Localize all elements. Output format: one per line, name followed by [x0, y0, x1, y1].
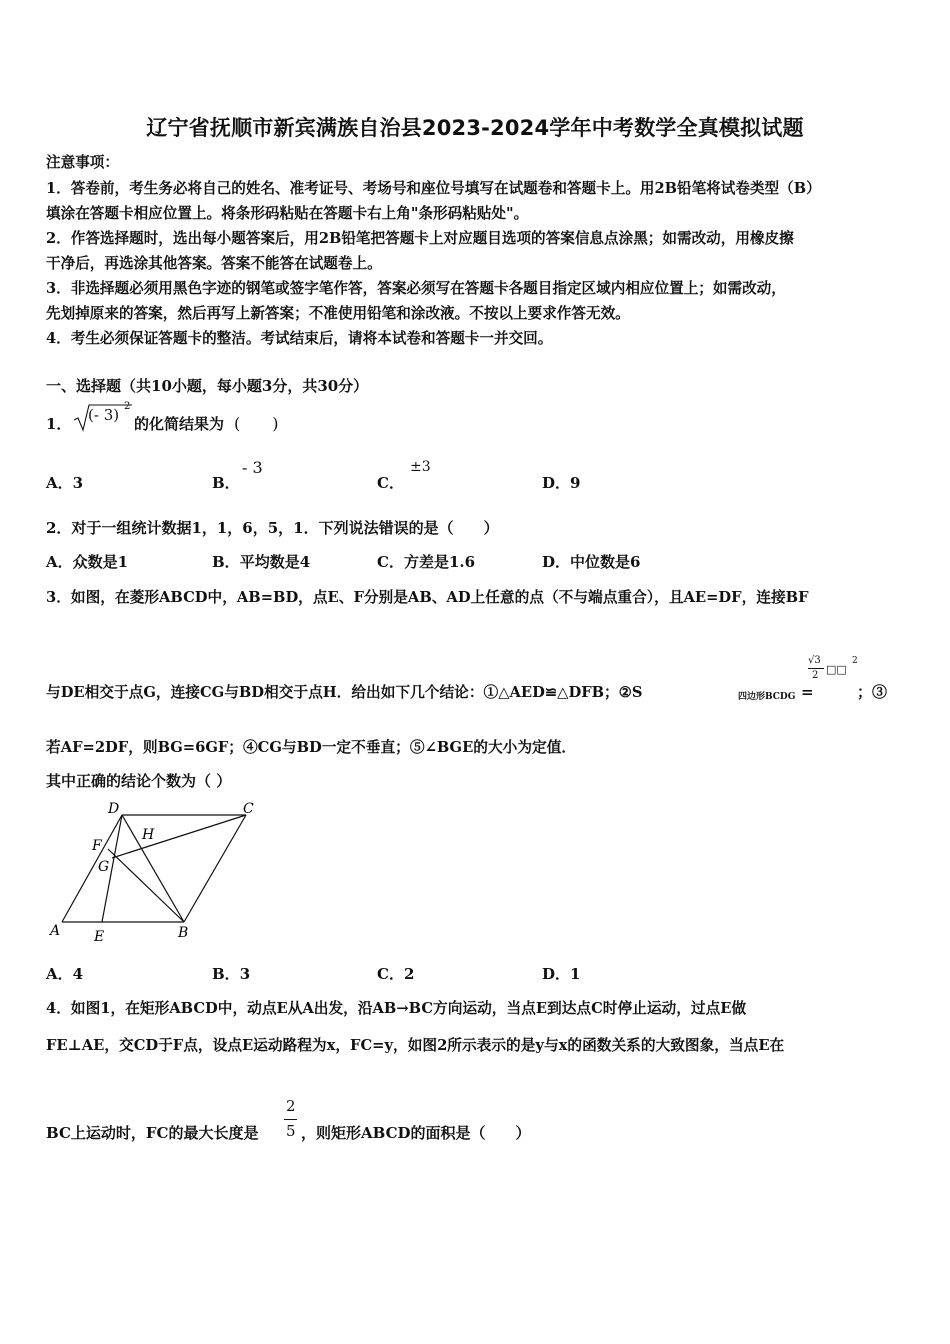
q1-option-b-value: - 3	[242, 458, 263, 477]
notice-line: 填涂在答题卡相应位置上。将条形码粘贴在答题卡右上角"条形码粘贴处"。	[46, 205, 529, 222]
section-heading: 一、选择题（共10小题，每小题3分，共30分）	[46, 377, 369, 395]
q1-number: 1．	[46, 415, 72, 433]
label-d: D	[108, 801, 120, 817]
notice-heading: 注意事项：	[46, 154, 119, 171]
label-g: G	[98, 859, 110, 875]
q4-line3-end: ，则矩形ABCD的面积是（ ）	[301, 1124, 531, 1142]
segment-cg	[112, 815, 246, 858]
q3-rhombus-figure	[46, 795, 266, 947]
segment-fb	[108, 849, 184, 922]
notice-line: 4．考生必须保证答题卡的整洁。考试结束后，请将本试卷和答题卡一并交回。	[46, 330, 553, 347]
q3-line4: 其中正确的结论个数为（ ）	[46, 772, 232, 790]
notice-line: 先划掉原来的答案，然后再写上新答案；不准使用铅笔和涂改液。不按以上要求作答无效。	[46, 305, 630, 322]
q1-option-a: A．3	[46, 474, 84, 492]
q4-frac-num: 2	[286, 1097, 296, 1115]
q3-option-b: B．3	[212, 965, 251, 983]
label-f: F	[92, 838, 102, 854]
q2-text: 2．对于一组统计数据1，1，6，5，1．下列说法错误的是（ ）	[46, 519, 499, 537]
q3-line2: 与DE相交于点G，连接CG与BD相交于点H．给出如下几个结论：①△AED≌△DFB；②S	[46, 684, 643, 701]
q4-frac-den: 5	[286, 1122, 296, 1140]
notice-line: 2．作答选择题时，选出每小题答案后，用2B铅笔把答题卡上对应题目选项的答案信息点涂黑；如需改动，用橡皮擦	[46, 230, 794, 247]
q2-option-c: C．方差是1.6	[377, 553, 476, 571]
q4-line2: FE⊥AE，交CD于F点，设点E运动路程为x，FC=y，如图2所示表示的是y与x的函数关系的大致图象，当点E在	[46, 1037, 785, 1054]
segment-bc	[184, 815, 246, 922]
q3-frac-tail: □□	[826, 663, 847, 676]
q2-option-d: D．中位数是6	[542, 553, 641, 571]
segment-ad	[62, 815, 122, 922]
q3-option-c: C．2	[377, 965, 415, 983]
label-e: E	[94, 929, 105, 945]
q3-frac-den: 2	[812, 670, 819, 681]
notice-line: 干净后，再选涂其他答案。答案不能答在试题卷上。	[46, 255, 382, 272]
q4-frac-bar	[284, 1119, 297, 1120]
q1-option-b-label: B．	[212, 474, 240, 492]
q3-option-d: D．1	[542, 965, 581, 983]
q3-equals: =	[801, 683, 814, 701]
q1-text: 的化简结果为	[134, 415, 225, 433]
q1-exponent: 2	[124, 401, 131, 412]
q1-option-d: D．9	[542, 474, 581, 492]
q3-frac-num: √3	[808, 655, 821, 666]
q3-line3: 若AF=2DF，则BG=6GF；④CG与BD一定不垂直；⑤∠BGE的大小为定值．	[46, 739, 577, 756]
q3-frac-bar	[808, 668, 824, 669]
q4-line3: BC上运动时，FC的最大长度是	[46, 1124, 259, 1142]
q3-line1: 3．如图，在菱形ABCD中，AB=BD，点E、F分别是AB、AD上任意的点（不与端点重合），且AE=DF，连接BF	[46, 589, 809, 606]
q3-subscript: 四边形BCDG	[738, 692, 796, 702]
q4-line1: 4．如图1，在矩形ABCD中，动点E从A出发，沿AB→BC方向运动，当点E到达点C时停止运动，过点E做	[46, 1000, 747, 1017]
q1-radicand: (- 3)	[88, 406, 120, 424]
q1-option-c-value: ±3	[410, 459, 431, 475]
label-h: H	[142, 827, 155, 843]
q3-frac-sup: 2	[852, 656, 858, 666]
page-title: 辽宁省抚顺市新宾满族自治县2023-2024学年中考数学全真模拟试题	[146, 116, 804, 140]
q3-option-a: A．4	[46, 965, 84, 983]
q1-option-c-label: C．	[377, 474, 404, 492]
notice-line: 3．非选择题必须用黑色字迹的钢笔或签字笔作答，答案必须写在答题卡各题目指定区域内相应位置上；如需改动，	[46, 280, 786, 297]
notice-line: 1．答卷前，考生务必将自己的姓名、准考证号、考场号和座位号填写在试题卷和答题卡上。用2B铅笔将试卷类型（B）	[46, 180, 821, 197]
q2-option-b: B．平均数是4	[212, 553, 311, 571]
label-c: C	[243, 801, 254, 817]
label-a: A	[50, 923, 61, 939]
q3-line2-end: ；③	[857, 683, 888, 701]
q1-paren: ( )	[234, 414, 279, 433]
q2-option-a: A．众数是1	[46, 553, 129, 571]
label-b: B	[178, 925, 189, 941]
